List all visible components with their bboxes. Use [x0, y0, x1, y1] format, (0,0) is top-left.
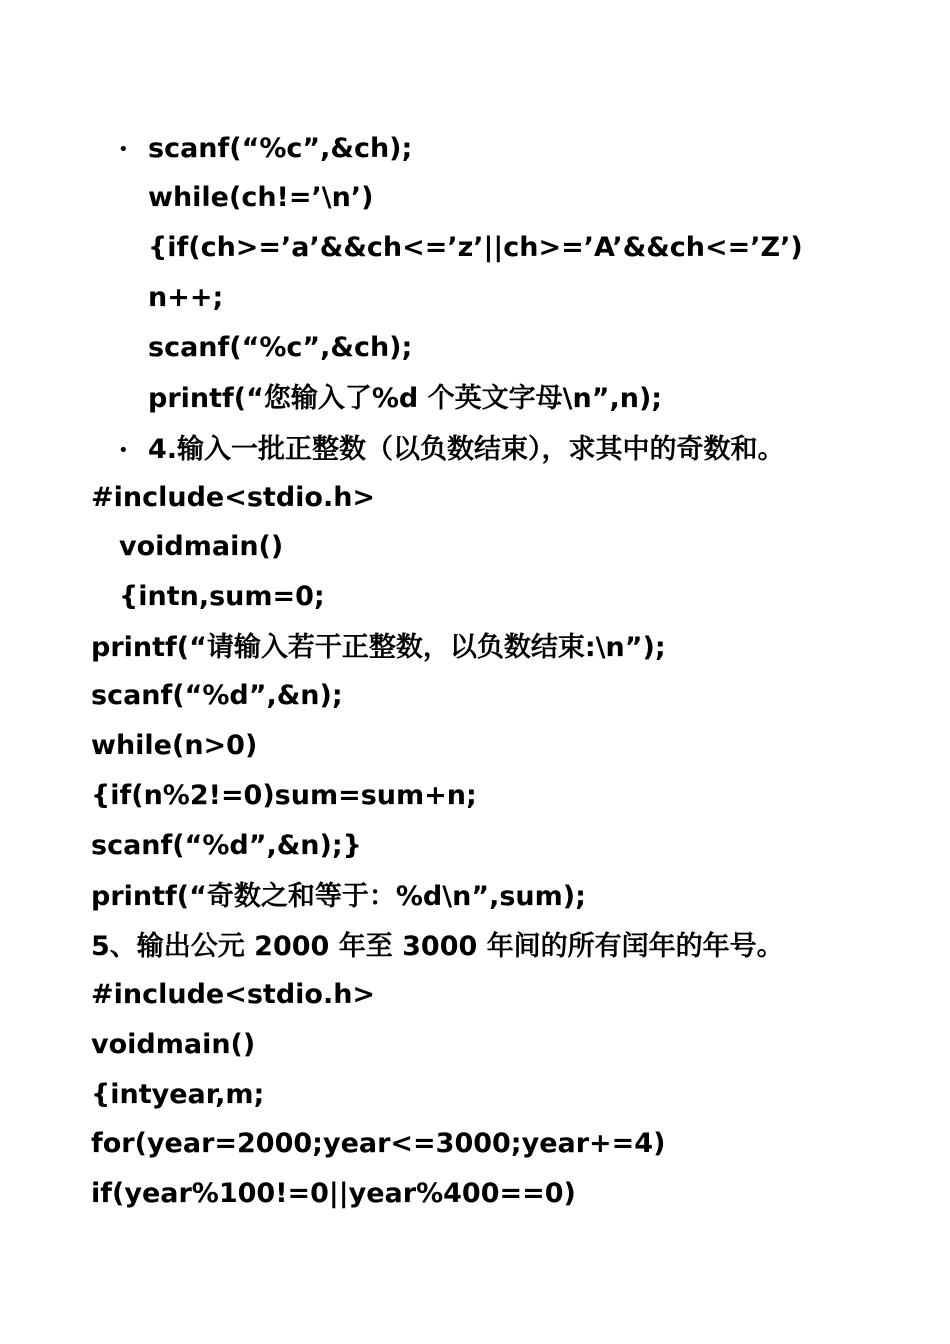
section-heading: 5、输出公元 2000 年至 3000 年间的所有闰年的年号。: [91, 931, 784, 962]
code-line: {intn,sum=0;: [119, 581, 325, 612]
code-line: printf(“您输入了%d 个英文字母\n”,n);: [148, 383, 663, 414]
code-line: #include<stdio.h>: [91, 482, 376, 513]
code-line: for(year=2000;year<=3000;year+=4): [91, 1128, 666, 1159]
code-line: printf(“请输入若干正整数，以负数结束:\n”);: [91, 632, 666, 663]
code-line: {intyear,m;: [91, 1079, 265, 1110]
code-line: scanf(“%c”,&ch);: [148, 332, 413, 363]
code-line: while(ch!=’\n’): [148, 182, 374, 213]
code-line: while(n>0): [91, 730, 258, 761]
bullet-marker: •: [118, 139, 129, 160]
code-line: scanf(“%c”,&ch);: [148, 133, 413, 164]
code-line: printf(“奇数之和等于：%d\n”,sum);: [91, 881, 586, 912]
bullet-marker: •: [118, 440, 129, 461]
code-line: {if(n%2!=0)sum=sum+n;: [91, 780, 477, 811]
code-line: voidmain(): [119, 531, 284, 562]
code-line: #include<stdio.h>: [91, 979, 376, 1010]
code-line: if(year%100!=0||year%400==0): [91, 1178, 576, 1209]
code-line: {if(ch>=’a’&&ch<=’z’||ch>=’A’&&ch<=’Z’): [148, 232, 803, 263]
code-line: voidmain(): [91, 1029, 256, 1060]
code-line: scanf(“%d”,&n);}: [91, 830, 362, 861]
code-line: n++;: [148, 282, 224, 313]
section-heading: 4.输入一批正整数（以负数结束），求其中的奇数和。: [148, 434, 785, 465]
code-line: scanf(“%d”,&n);: [91, 680, 343, 711]
